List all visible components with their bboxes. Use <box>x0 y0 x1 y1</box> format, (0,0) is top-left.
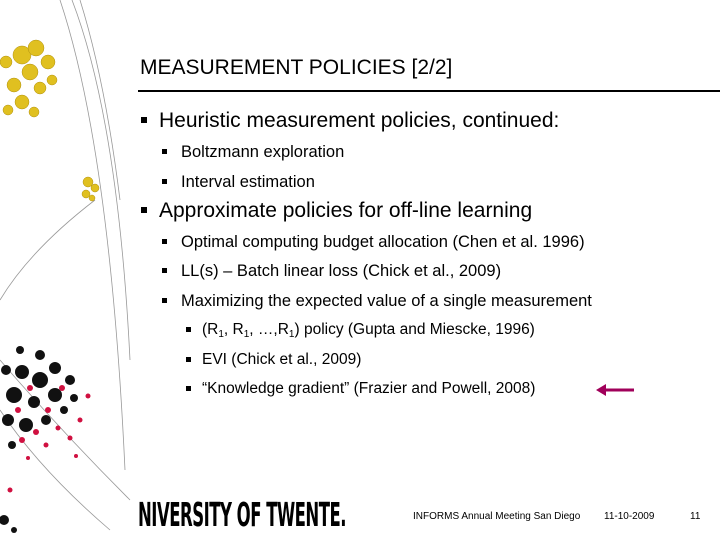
bullet-approximate-policies: Approximate policies for off-line learning <box>159 199 533 222</box>
r1-policy-subscript: 1 <box>243 329 250 340</box>
bullet-batch-linear-loss: LL(s) – Batch linear loss (Chick et al., 2009) <box>181 262 502 280</box>
decorative-lines <box>0 0 130 530</box>
bullet-marker <box>162 268 167 273</box>
bullet-interval-estimation: Interval estimation <box>181 173 315 191</box>
bullet-marker <box>186 327 191 332</box>
title-underline <box>138 90 720 92</box>
bullet-heuristic-policies: Heuristic measurement policies, continued: <box>159 109 560 132</box>
bullet-r1-policy <box>202 321 535 340</box>
r1-policy-subscript: 1 <box>218 329 224 340</box>
bullet-marker <box>162 239 167 244</box>
small-yellow-cluster <box>82 177 99 201</box>
yellow-flower-cluster <box>0 40 57 117</box>
footer-event: INFORMS Annual Meeting San Diego <box>413 511 581 522</box>
bullet-marker <box>186 386 191 391</box>
bullet-boltzmann-exploration: Boltzmann exploration <box>181 143 345 161</box>
footer-date: 11-10-2009 <box>604 511 655 522</box>
bullet-knowledge-gradient: “Knowledge gradient” (Frazier and Powell, 2008) <box>202 380 536 397</box>
bullet-evi: EVI (Chick et al., 2009) <box>202 351 362 368</box>
slide-title: MEASUREMENT POLICIES [2/2] <box>140 56 453 79</box>
bullet-marker <box>162 149 167 154</box>
r1-policy-rest: ) policy (Gupta and Miescke, 1996) <box>294 321 535 338</box>
highlight-arrow-icon <box>596 383 636 397</box>
bullet-marker <box>162 298 167 303</box>
university-logo: NIVERSITY OF TWENTE. <box>138 495 347 534</box>
bullet-marker <box>141 207 147 213</box>
bullet-ocba: Optimal computing budget allocation (Chen et al. 1996) <box>181 233 585 251</box>
bullet-marker <box>141 117 147 123</box>
r1-policy-separator: , R <box>223 321 244 338</box>
r1-policy-separator: , …,R <box>249 321 289 338</box>
bullet-marker <box>162 179 167 184</box>
bullet-marker <box>186 357 191 362</box>
decorative-graphic <box>0 0 140 540</box>
bullet-single-measurement: Maximizing the expected value of a single measurement <box>181 292 592 310</box>
r1-policy-subscript: 1 <box>288 329 295 340</box>
dot-cluster <box>0 346 91 533</box>
footer-page-number: 11 <box>690 511 701 522</box>
r1-policy-open: (R <box>202 321 219 338</box>
